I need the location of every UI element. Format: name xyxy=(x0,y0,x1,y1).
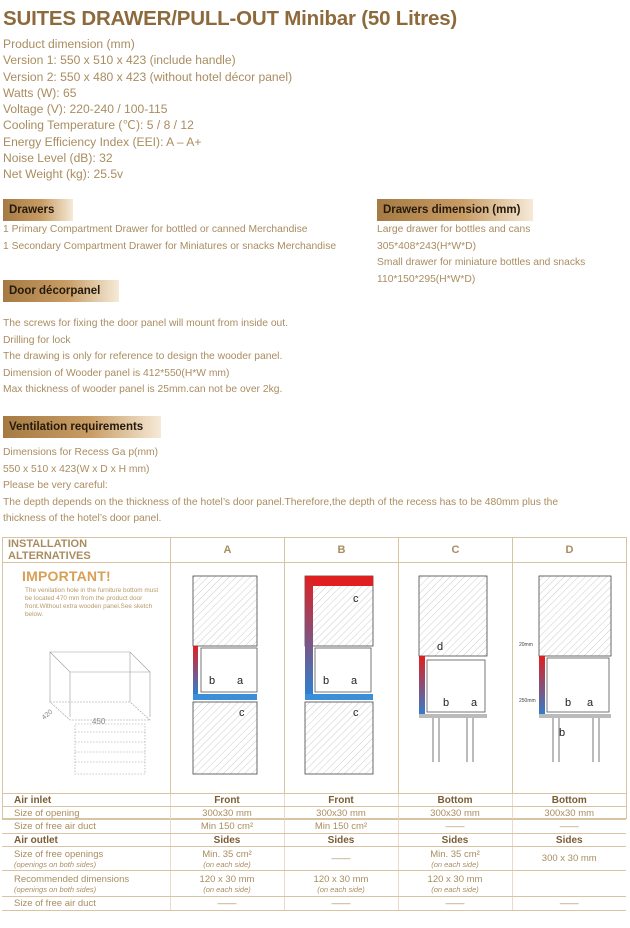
row-label xyxy=(2,871,170,897)
column-b-header: B xyxy=(285,538,399,563)
row-label xyxy=(2,834,170,847)
label-c: c xyxy=(353,593,359,605)
drawers-dimension-line: Large drawer for bottles and cans xyxy=(377,224,531,235)
cell-value: Front xyxy=(328,794,354,806)
ventilation-line: 550 x 510 x 423(W x D x H mm) xyxy=(3,463,150,475)
label-a: a xyxy=(587,697,594,709)
sketch-depth-label: 450 xyxy=(92,717,106,726)
diagram-b xyxy=(287,562,397,792)
label-c: c xyxy=(353,707,359,719)
table-row xyxy=(2,794,626,807)
door-panel-heading: Door décorpanel xyxy=(3,280,119,302)
table-cell xyxy=(170,847,284,871)
sketch-width-label: 420 xyxy=(40,708,55,722)
cell-value: Min. 35 cm² xyxy=(202,848,252,860)
row-label-text: Recommended dimensions xyxy=(14,873,130,885)
label-a: a xyxy=(351,675,358,687)
table-cell xyxy=(170,807,284,820)
cell-value: 300x30 mm xyxy=(202,807,252,819)
drawers-dimension-line: Small drawer for miniature bottles and snacks xyxy=(377,257,586,268)
cell-value: —— xyxy=(331,853,351,864)
drawers-dimension-line: 110*150*295(H*W*D) xyxy=(377,273,476,285)
table-row xyxy=(2,871,626,897)
drawers-text xyxy=(3,222,336,255)
drawers-line: 1 Secondary Compartment Drawer for Miniatures or snacks Merchandise xyxy=(3,240,337,252)
row-label xyxy=(2,820,170,834)
important-note: The venilation hole in the furniture bottom must be located 470 mm from the product door front.Without extra wooden panel.See sketch below. xyxy=(25,587,159,618)
table-cell xyxy=(398,807,512,820)
row-label-text: Air inlet xyxy=(14,794,52,806)
spec-line: Product dimension (mm) xyxy=(3,37,135,51)
table-cell xyxy=(170,897,284,911)
door-panel-line: Drilling for lock xyxy=(3,334,71,346)
row-label-text: Size of free openings xyxy=(14,848,104,860)
cell-value: 120 x 30 mm xyxy=(427,873,483,885)
label-a: a xyxy=(237,675,244,687)
spec-line: Cooling Temperature (℃): 5 / 8 / 12 xyxy=(3,118,194,133)
table-row xyxy=(2,834,626,847)
installation-header: INSTALLATION ALTERNATIVES xyxy=(3,538,171,563)
label-b: b xyxy=(443,697,450,709)
table-cell xyxy=(170,871,284,897)
cell-value: 300x30 mm xyxy=(544,807,595,819)
table-cell xyxy=(170,820,284,834)
ventilation-line: Please be very careful: xyxy=(3,480,108,491)
dimension-label-top: 20mm xyxy=(519,642,533,648)
spec-line: Noise Level (dB): 32 xyxy=(3,151,113,166)
table-row xyxy=(2,897,626,911)
table-cell xyxy=(512,820,626,834)
door-panel-line: The screws for fixing the door panel will mount from inside out. xyxy=(3,318,289,329)
table-cell xyxy=(398,871,512,897)
drawers-dimension-heading: Drawers dimension (mm) xyxy=(377,199,533,221)
label-b: b xyxy=(565,697,572,709)
table-cell xyxy=(170,794,284,807)
row-label-text: Air outlet xyxy=(14,834,58,846)
cell-value: Bottom xyxy=(437,794,473,806)
column-a-header: A xyxy=(171,538,285,563)
row-label-text: Size of opening xyxy=(14,807,80,819)
table-cell xyxy=(512,847,626,871)
table-cell xyxy=(512,807,626,820)
cell-value: Front xyxy=(214,794,240,806)
label-b: b xyxy=(323,675,330,687)
cell-value: Sides xyxy=(441,834,469,846)
cell-value: —— xyxy=(559,898,579,909)
ventilation-sketch xyxy=(20,632,170,782)
spec-line: Energy Efficiency Index (EEI): A – A+ xyxy=(3,134,202,149)
spec-line: Voltage (V): 220-240 / 100-115 xyxy=(3,102,168,117)
cell-note: (on each side) xyxy=(317,884,365,894)
label-b: b xyxy=(559,727,566,739)
row-sublabel: (openings on both sides) xyxy=(14,884,97,894)
table-cell xyxy=(170,834,284,847)
cell-value: 300 x 30 mm xyxy=(541,853,597,864)
cell-value: —— xyxy=(445,821,465,832)
table-cell xyxy=(512,871,626,897)
cell-value: 300x30 mm xyxy=(430,807,480,819)
table-cell xyxy=(398,820,512,834)
drawers-heading: Drawers xyxy=(3,199,73,221)
cell-value: 120 x 30 mm xyxy=(313,873,369,885)
row-label-text: Size of free air duct xyxy=(14,821,96,832)
cell-value: Sides xyxy=(555,834,583,846)
cell-value: Sides xyxy=(327,834,355,846)
cell-value: Min 150 cm² xyxy=(200,821,254,832)
table-cell xyxy=(398,897,512,911)
table-cell xyxy=(398,834,512,847)
column-d-header: D xyxy=(513,538,627,563)
table-cell xyxy=(284,794,398,807)
cell-value: Bottom xyxy=(551,794,587,806)
table-cell xyxy=(512,897,626,911)
drawers-dimension-text xyxy=(377,222,585,288)
cell-value: —— xyxy=(445,898,465,909)
cell-note: (on each side) xyxy=(203,884,251,894)
spec-list xyxy=(3,36,503,183)
ventilation-line: Dimensions for Recess Ga p(mm) xyxy=(3,447,159,458)
table-cell xyxy=(398,847,512,871)
row-label xyxy=(2,847,170,871)
cell-value: Sides xyxy=(213,834,241,846)
drawers-dimension-line: 305*408*243(H*W*D) xyxy=(377,240,477,252)
table-cell xyxy=(284,897,398,911)
label-c: c xyxy=(239,707,245,719)
table-cell xyxy=(284,871,398,897)
table-cell xyxy=(284,807,398,820)
spec-line: Watts (W): 65 xyxy=(3,85,77,100)
drawers-line: 1 Primary Compartment Drawer for bottled or canned Merchandise xyxy=(3,224,308,235)
ventilation-heading: Ventilation requirements xyxy=(3,416,161,438)
diagram-d xyxy=(515,562,625,792)
table-cell xyxy=(284,847,398,871)
table-row xyxy=(2,847,626,871)
page-title: SUITES DRAWER/PULL-OUT Minibar (50 Litres) xyxy=(3,7,458,30)
label-a: a xyxy=(471,697,478,709)
ventilation-line: The depth depends on the thickness of the hotel’s door panel.Therefore,the depth of the recess has to be 480mm plus the xyxy=(3,496,559,508)
table-row xyxy=(2,807,626,820)
row-label xyxy=(2,807,170,820)
door-panel-line: Dimension of Wooder panel is 412*550(H*W mm) xyxy=(3,367,230,379)
spec-line: Net Weight (kg): 25.5v xyxy=(3,167,124,182)
spec-line: Version 2: 550 x 480 x 423 (without hotel décor panel) xyxy=(3,69,293,84)
cell-note: (on each side) xyxy=(431,859,479,869)
row-sublabel: (openings on both sides) xyxy=(14,859,97,869)
row-label-text: Size of free air duct xyxy=(14,898,96,909)
diagram-c xyxy=(401,562,511,792)
important-title: IMPORTANT! xyxy=(22,568,111,584)
table-cell xyxy=(512,794,626,807)
column-c-header: C xyxy=(399,538,513,563)
airflow-table xyxy=(2,793,626,911)
cell-value: 120 x 30 mm xyxy=(199,873,255,885)
door-panel-line: Max thickness of wooder panel is 25mm.can not be over 2kg. xyxy=(3,384,283,395)
cell-value: —— xyxy=(559,821,579,832)
diagram-a xyxy=(173,562,283,792)
cell-value: 300x30 mm xyxy=(316,807,366,819)
label-d: d xyxy=(437,641,444,653)
spec-line: Version 1: 550 x 510 x 423 (include handle) xyxy=(3,53,236,68)
cell-value: —— xyxy=(331,898,351,909)
label-b: b xyxy=(209,675,216,687)
cell-note: (on each side) xyxy=(431,884,479,894)
row-label xyxy=(2,897,170,911)
cell-value: Min. 35 cm² xyxy=(430,848,480,860)
dimension-label-side: 250mm xyxy=(519,698,536,704)
door-panel-text xyxy=(3,316,288,399)
cell-value: Min 150 cm² xyxy=(314,821,368,832)
cell-note: (on each side) xyxy=(203,859,251,869)
table-cell xyxy=(398,794,512,807)
ventilation-text xyxy=(3,445,558,528)
table-cell xyxy=(284,834,398,847)
table-row xyxy=(2,820,626,834)
door-panel-line: The drawing is only for reference to design the wooder panel. xyxy=(3,351,283,362)
row-label xyxy=(2,794,170,807)
ventilation-line: thickness of the hotel’s door panel. xyxy=(3,513,162,524)
table-cell xyxy=(284,820,398,834)
table-cell xyxy=(512,834,626,847)
cell-value: —— xyxy=(217,898,237,909)
